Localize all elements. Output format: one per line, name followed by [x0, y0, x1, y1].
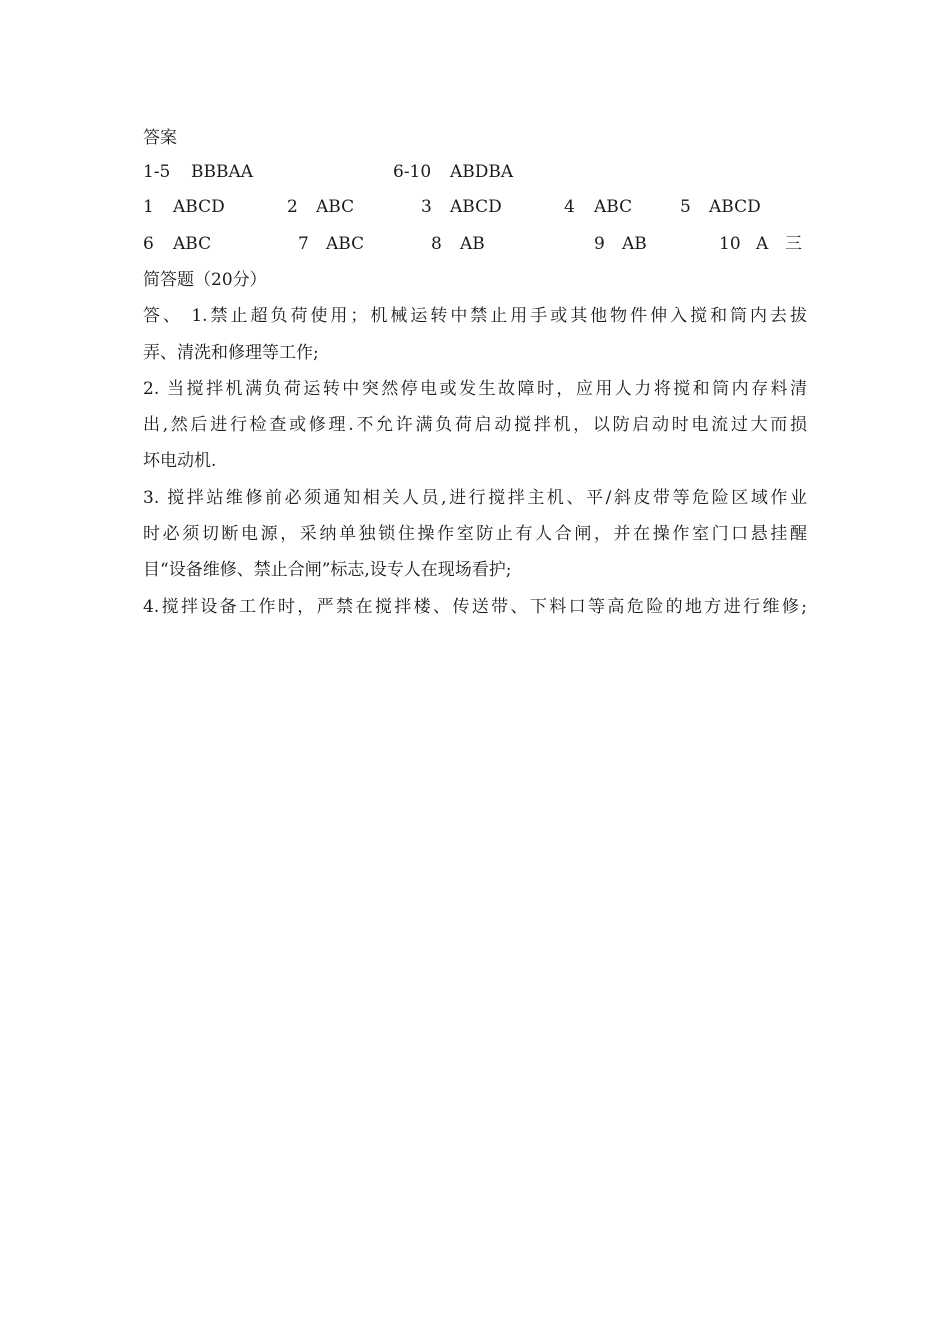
section-marker: 三 [785, 234, 802, 254]
question-number: 8 [431, 234, 442, 254]
section-title: 简答题（20分） [143, 270, 267, 290]
answer-line: 2. 当搅拌机满负荷运转中突然停电或发生故障时，应用人力将搅和筒内存料清 [143, 379, 807, 399]
question-answer: ABCD [450, 197, 502, 217]
question-number: 9 [594, 234, 605, 254]
question-answer: ABC [594, 197, 633, 217]
group1-answers: BBBAA [191, 162, 254, 182]
question-answer: AB [622, 234, 647, 254]
answer-line: 4.搅拌设备工作时，严禁在搅拌楼、传送带、下料口等高危险的地方进行维修; [143, 597, 807, 617]
question-answer: ABC [326, 234, 365, 254]
answer-line: 弄、清洗和修理等工作; [143, 343, 319, 363]
question-answer: ABCD [173, 197, 225, 217]
group2-label: 6-10 [393, 162, 432, 182]
answer-line: 时必须切断电源，采纳单独锁住操作室防止有人合闸，并在操作室门口悬挂醒 [143, 524, 807, 544]
answer-line: 目“设备维修、禁止合闸”标志,设专人在现场看护; [143, 560, 512, 580]
answer-line: 坏电动机. [143, 451, 217, 471]
answer-line: 答、 1.禁止超负荷使用；机械运转中禁止用手或其他物件伸入搅和筒内去拔 [143, 306, 807, 326]
question-number: 2 [287, 197, 298, 217]
question-number: 3 [421, 197, 432, 217]
answer-line: 3. 搅拌站维修前必须通知相关人员,进行搅拌主机、平/斜皮带等危险区域作业 [143, 488, 807, 508]
question-answer: ABCD [709, 197, 761, 217]
group2-answers: ABDBA [450, 162, 514, 182]
group1-label: 1-5 [143, 162, 171, 182]
question-number: 4 [564, 197, 575, 217]
question-answer: AB [460, 234, 485, 254]
question-number: 1 [143, 197, 154, 217]
question-number: 10 [719, 234, 741, 254]
answer-line: 出,然后进行检查或修理.不允许满负荷启动搅拌机，以防启动时电流过大而损 [143, 415, 807, 435]
answer-heading: 答案 [143, 128, 177, 148]
question-number: 5 [680, 197, 691, 217]
question-number: 6 [143, 234, 154, 254]
question-answer: ABC [173, 234, 212, 254]
question-number: 7 [298, 234, 309, 254]
question-answer: A [756, 234, 769, 254]
question-answer: ABC [316, 197, 355, 217]
